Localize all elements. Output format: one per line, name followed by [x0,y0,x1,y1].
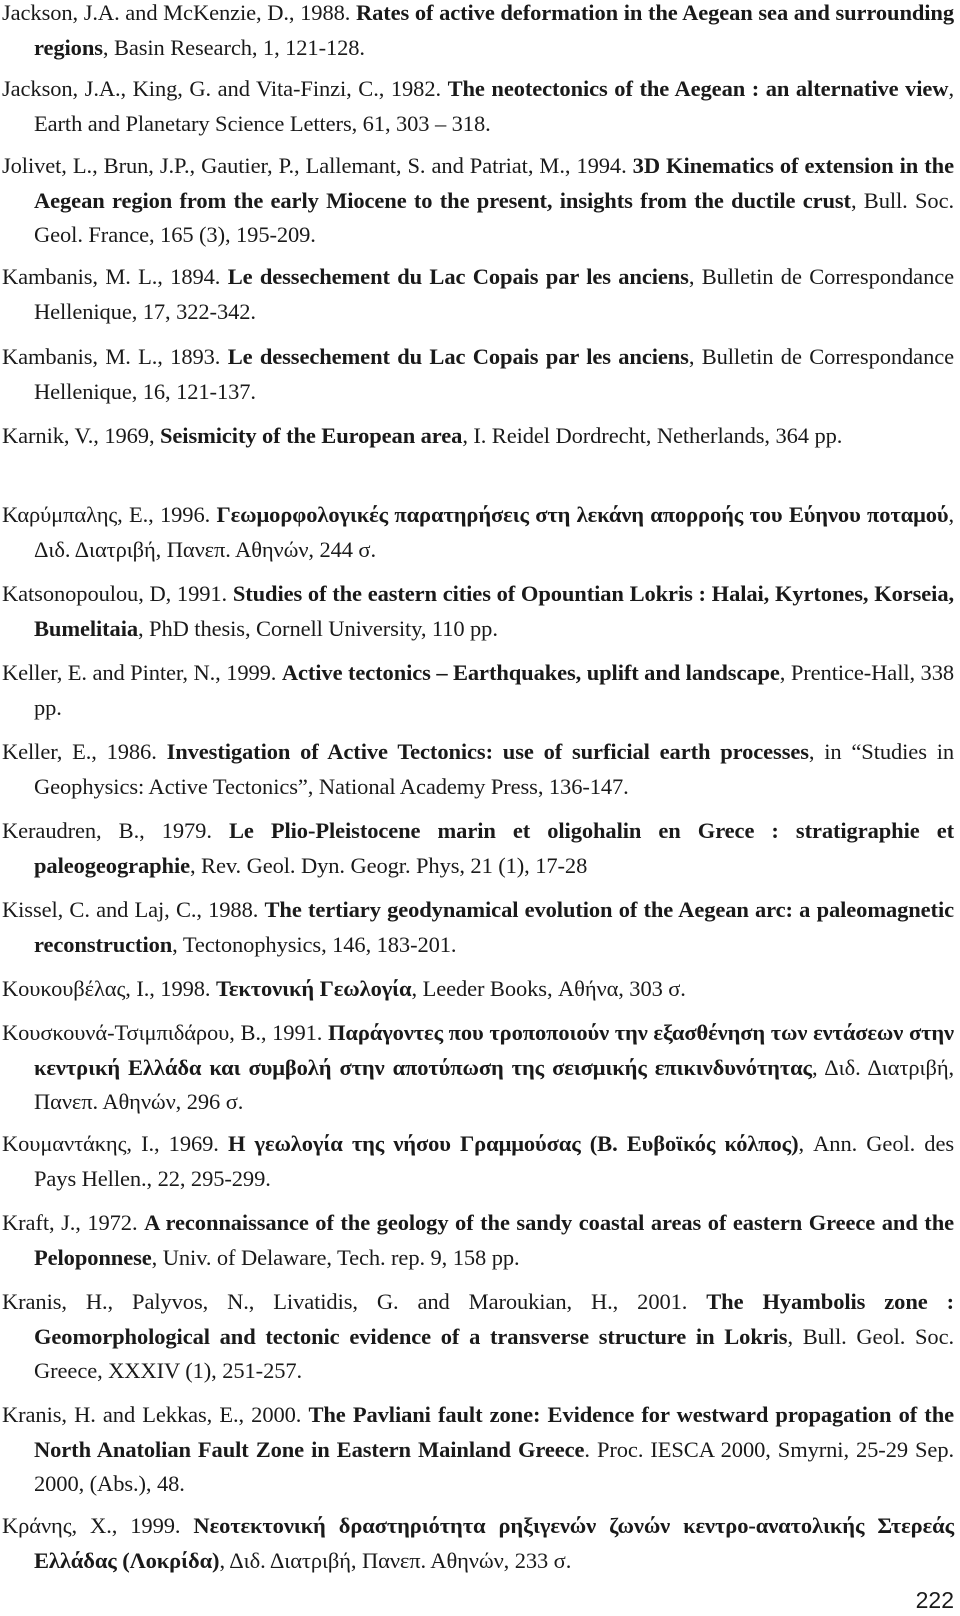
reference-authors: Jackson, J.A. and McKenzie, D., 1988. [2,0,356,25]
reference-source: , Tectonophysics, 146, 183-201. [172,931,457,957]
reference-title: A reconnaissance of the geology of the sandy coastal areas of eastern Greece and the Peloponnese [34,1210,954,1270]
reference-title: Γεωμορφολογικές παρατηρήσεις στη λεκάνη απορροής του Εύηνου ποταμού [216,502,949,527]
reference-source: , Bull. Geol. Soc. Greece, XXXIV (1), 251-257. [34,1323,954,1383]
reference-source: , Earth and Planetary Science Letters, 61, 303 – 318. [34,76,954,136]
reference-title: Le dessechement du Lac Copais par les anciens [227,264,689,289]
reference-title: Seismicity of the European area [160,423,463,448]
reference-authors: Κράνης, Χ., 1999. [2,1513,194,1538]
reference-authors: Kranis, H., Palyvos, N., Livatidis, G. and Maroukian, H., 2001. [2,1289,707,1314]
reference-authors: Keller, E., 1986. [2,739,167,764]
reference-entry [2,498,954,567]
reference-authors: Jolivet, L., Brun, J.P., Gautier, P., Lallemant, S. and Patriat, M., 1994. [2,153,633,178]
reference-entry [2,419,954,454]
reference-title: Τεκτονική Γεωλογία [215,976,412,1001]
reference-source: , Διδ. Διατριβή, Πανεπ. Αθηνών, 296 σ. [34,1054,955,1114]
reference-entry [2,814,954,883]
reference-authors: Kissel, C. and Laj, C., 1988. [2,897,265,922]
reference-entry [2,1509,954,1578]
reference-title: Investigation of Active Tectonics: use of surficial earth processes [166,739,809,764]
reference-source: , Prentice-Hall, 338 pp. [34,660,954,720]
reference-source: , in “Studies in Geophysics: Active Tectonics”, National Academy Press, 136-147. [34,739,954,799]
reference-title: Η γεωλογία της νήσου Γραμμούσας (Β. Ευβοϊκός κόλπος) [227,1131,799,1156]
reference-source: , I. Reidel Dordrecht, Netherlands, 364 pp. [462,423,843,448]
reference-entry [2,149,954,253]
reference-entry [2,1016,954,1120]
reference-entry [2,72,954,141]
reference-source: , Bull. Soc. Geol. France, 165 (3), 195-209. [34,187,954,247]
page-number: 222 [915,1587,954,1613]
reference-entry [2,0,954,65]
reference-source: , Leeder Books, Αθήνα, 303 σ. [411,976,686,1001]
reference-entry [2,972,954,1007]
reference-title: Rates of active deformation in the Aegean sea and surrounding regions [34,0,954,60]
reference-entry [2,340,954,409]
reference-source: , Univ. of Delaware, Tech. rep. 9, 158 pp. [151,1244,520,1270]
reference-title: Παράγοντες που τροποποιούν την εξασθένηση των εντάσεων στην κεντρική Ελλάδα και συμβολή στην αποτύπωση της σεισμικής επικινδυνότητας [34,1020,954,1080]
reference-entry [2,735,954,804]
reference-entry [2,577,954,646]
reference-title: 3D Kinematics of extension in the Aegean region from the early Miocene to the present, insights from the ductile crust [34,153,954,213]
reference-authors: Κουμαντάκης, Ι., 1969. [2,1131,228,1156]
reference-source: , Διδ. Διατριβή, Πανεπ. Αθηνών, 233 σ. [219,1547,572,1573]
reference-entry [2,1127,954,1196]
reference-authors: Karnik, V., 1969, [2,423,160,448]
reference-source: , PhD thesis, Cornell University, 110 pp. [138,615,498,641]
reference-source: , Ann. Geol. des Pays Hellen., 22, 295-299. [34,1131,954,1191]
reference-title: Studies of the eastern cities of Opountian Lokris : Halai, Kyrtones, Korseia, Bumelitaia [34,581,955,641]
reference-title: Le Plio-Pleistocene marin et oligohalin en Grece : stratigraphie et paleogeographie [34,818,954,878]
reference-entry [2,1398,954,1502]
reference-title: Le dessechement du Lac Copais par les anciens [227,344,689,369]
reference-authors: Kranis, H. and Lekkas, E., 2000. [2,1402,309,1427]
reference-title: Νεοτεκτονική δραστηριότητα ρηξιγενών ζωνών κεντρο-ανατολικής Στερεάς Ελλάδας (Λοκρίδα) [34,1513,954,1573]
reference-authors: Kraft, J., 1972. [2,1210,145,1235]
reference-title: The Pavliani fault zone: Evidence for westward propagation of the North Anatolian Fault Zone in Eastern Mainland Greece [34,1402,955,1462]
reference-authors: Kambanis, M. L., 1893. [2,344,228,369]
reference-authors: Keraudren, B., 1979. [2,818,229,843]
reference-authors: Καρύμπαλης, Ε., 1996. [2,502,217,527]
reference-title: The neotectonics of the Aegean : an alternative view [447,76,949,101]
reference-source: , Bulletin de Correspondance Hellenique, 16, 121-137. [34,344,954,404]
reference-title: Active tectonics – Earthquakes, uplift and landscape [281,660,780,685]
reference-title: The Hyambolis zone : Geomorphological and tectonic evidence of a transverse structure in Lokris [34,1289,954,1349]
reference-authors: Κουσκουνά-Τσιμπιδάρου, Β., 1991. [2,1020,328,1045]
reference-entry [2,1285,954,1389]
reference-authors: Κουκουβέλας, Ι., 1998. [2,976,216,1001]
reference-authors: Jackson, J.A., King, G. and Vita-Finzi, C., 1982. [2,76,448,101]
reference-title: The tertiary geodynamical evolution of the Aegean arc: a paleomagnetic reconstruction [34,897,954,957]
reference-authors: Keller, E. and Pinter, N., 1999. [2,660,282,685]
reference-source: , Διδ. Διατριβή, Πανεπ. Αθηνών, 244 σ. [34,502,954,562]
reference-entry [2,1206,954,1275]
reference-source: . Proc. IESCA 2000, Smyrni, 25-29 Sep. 2000, (Abs.), 48. [34,1436,954,1496]
reference-entry [2,260,954,329]
reference-entry [2,656,954,725]
reference-source: , Basin Research, 1, 121-128. [102,34,365,60]
reference-entry [2,893,954,962]
reference-authors: Katsonopoulou, D, 1991. [2,581,233,606]
reference-source: , Bulletin de Correspondance Hellenique, 17, 322-342. [34,264,954,324]
reference-source: , Rev. Geol. Dyn. Geogr. Phys, 21 (1), 17-28 [190,852,588,878]
reference-authors: Kambanis, M. L., 1894. [2,264,228,289]
